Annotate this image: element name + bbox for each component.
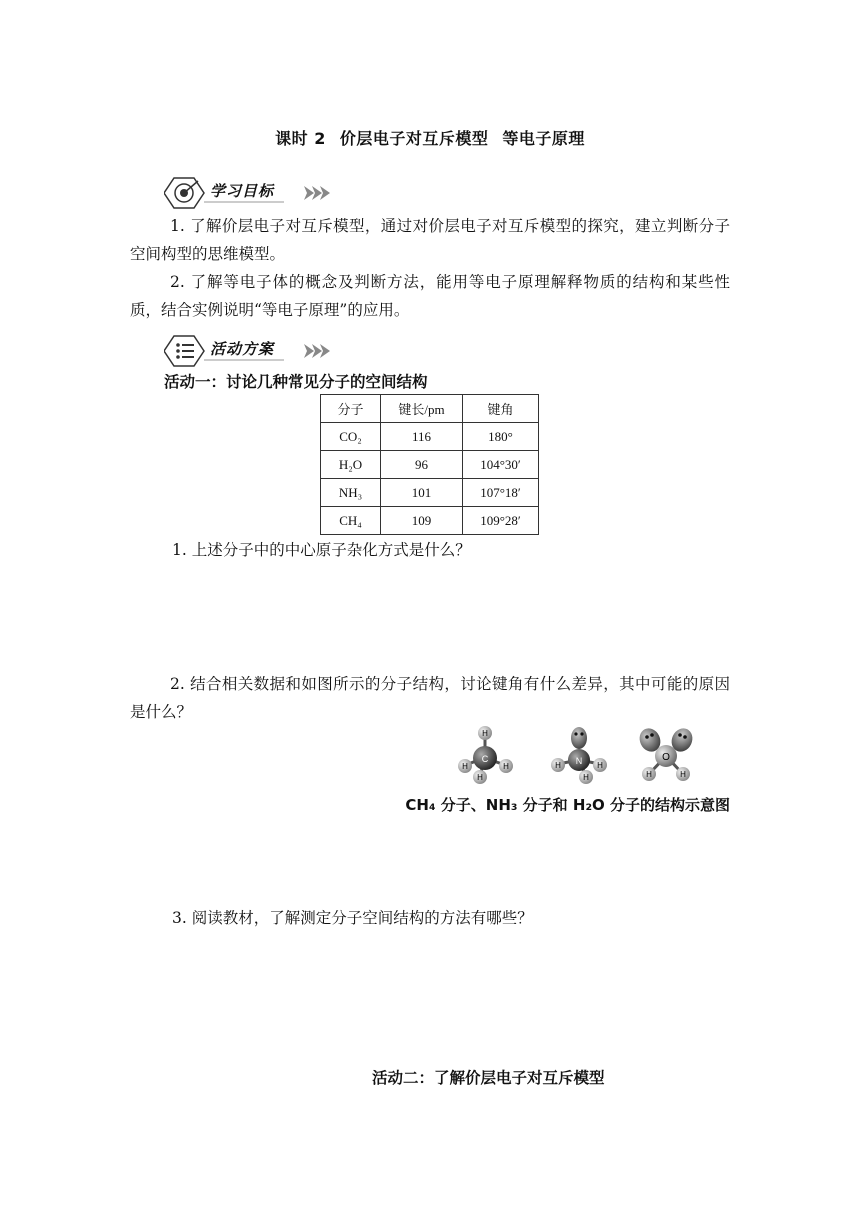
table-cell: CH₄ xyxy=(321,507,381,535)
table-cell: H₂O xyxy=(321,451,381,479)
atom-label: H xyxy=(555,761,561,770)
activity-2-title: 活动二：了解价层电子对互斥模型 xyxy=(372,1069,605,1087)
atom-label: H xyxy=(646,770,652,779)
table-cell: 116 xyxy=(381,423,463,451)
atom-label: H xyxy=(583,773,589,782)
objective-item-1: 1. 了解价层电子对互斥模型，通过对价层电子对互斥模型的探究，建立判断分子空间构型的思维模型。 xyxy=(130,217,730,263)
table-cell: 109 xyxy=(381,507,463,535)
question-1: 1. 上述分子中的中心原子杂化方式是什么？ xyxy=(172,541,471,559)
table-row xyxy=(321,451,539,479)
table-header-cell: 键角 xyxy=(463,395,539,423)
activity-1-title: 活动一：讨论几种常见分子的空间结构 xyxy=(164,373,428,391)
table-header-cell: 分子 xyxy=(321,395,381,423)
table-cell: CO₂ xyxy=(321,423,381,451)
objectives-label: 学习目标 xyxy=(210,182,275,200)
chevrons-icon xyxy=(304,344,330,358)
table-cell: 96 xyxy=(381,451,463,479)
chevrons-icon xyxy=(304,186,330,200)
atom-label: H xyxy=(482,729,488,738)
table-cell: 107°18′ xyxy=(463,479,539,507)
table-header-row xyxy=(321,395,539,423)
objectives-banner xyxy=(164,176,344,210)
table-row xyxy=(321,423,539,451)
molecule-structures-figure xyxy=(450,722,710,790)
atom-label: C xyxy=(481,754,489,764)
activities-banner xyxy=(164,334,344,368)
lesson-topic-1: 价层电子对互斥模型 xyxy=(339,129,489,148)
table-cell: NH₃ xyxy=(321,479,381,507)
atom-label: H xyxy=(462,762,468,771)
atom-label: H xyxy=(680,770,686,779)
ammonia-molecule xyxy=(551,727,607,784)
atom-label: H xyxy=(597,761,603,770)
activities-label: 活动方案 xyxy=(210,340,275,358)
atom-label: H xyxy=(477,773,483,782)
table-cell: 104°30′ xyxy=(463,451,539,479)
lesson-topic-2: 等电子原理 xyxy=(502,129,585,148)
atom-label: H xyxy=(503,762,509,771)
lesson-number: 课时 2 xyxy=(275,129,326,148)
objective-item-2: 2. 了解等电子体的概念及判断方法，能用等电子原理解释物质的结构和某些性质，结合实例说明“等电子原理”的应用。 xyxy=(130,273,730,319)
table-cell: 109°28′ xyxy=(463,507,539,535)
page-title xyxy=(0,126,860,149)
table-cell: 180° xyxy=(463,423,539,451)
table-row xyxy=(321,507,539,535)
figure-caption: CH₄ 分子、NH₃ 分子和 H₂O 分子的结构示意图 xyxy=(405,796,730,814)
bond-data-table xyxy=(320,394,539,535)
table-cell: 101 xyxy=(381,479,463,507)
table-header-cell: 键长/pm xyxy=(381,395,463,423)
water-molecule xyxy=(636,725,696,781)
table-row xyxy=(321,479,539,507)
atom-label: N xyxy=(575,756,583,766)
methane-molecule xyxy=(458,726,513,784)
atom-label: O xyxy=(662,752,670,763)
question-2: 2. 结合相关数据和如图所示的分子结构，讨论键角有什么差异，其中可能的原因是什么？ xyxy=(130,675,730,721)
question-3: 3. 阅读教材，了解测定分子空间结构的方法有哪些？ xyxy=(172,909,533,927)
